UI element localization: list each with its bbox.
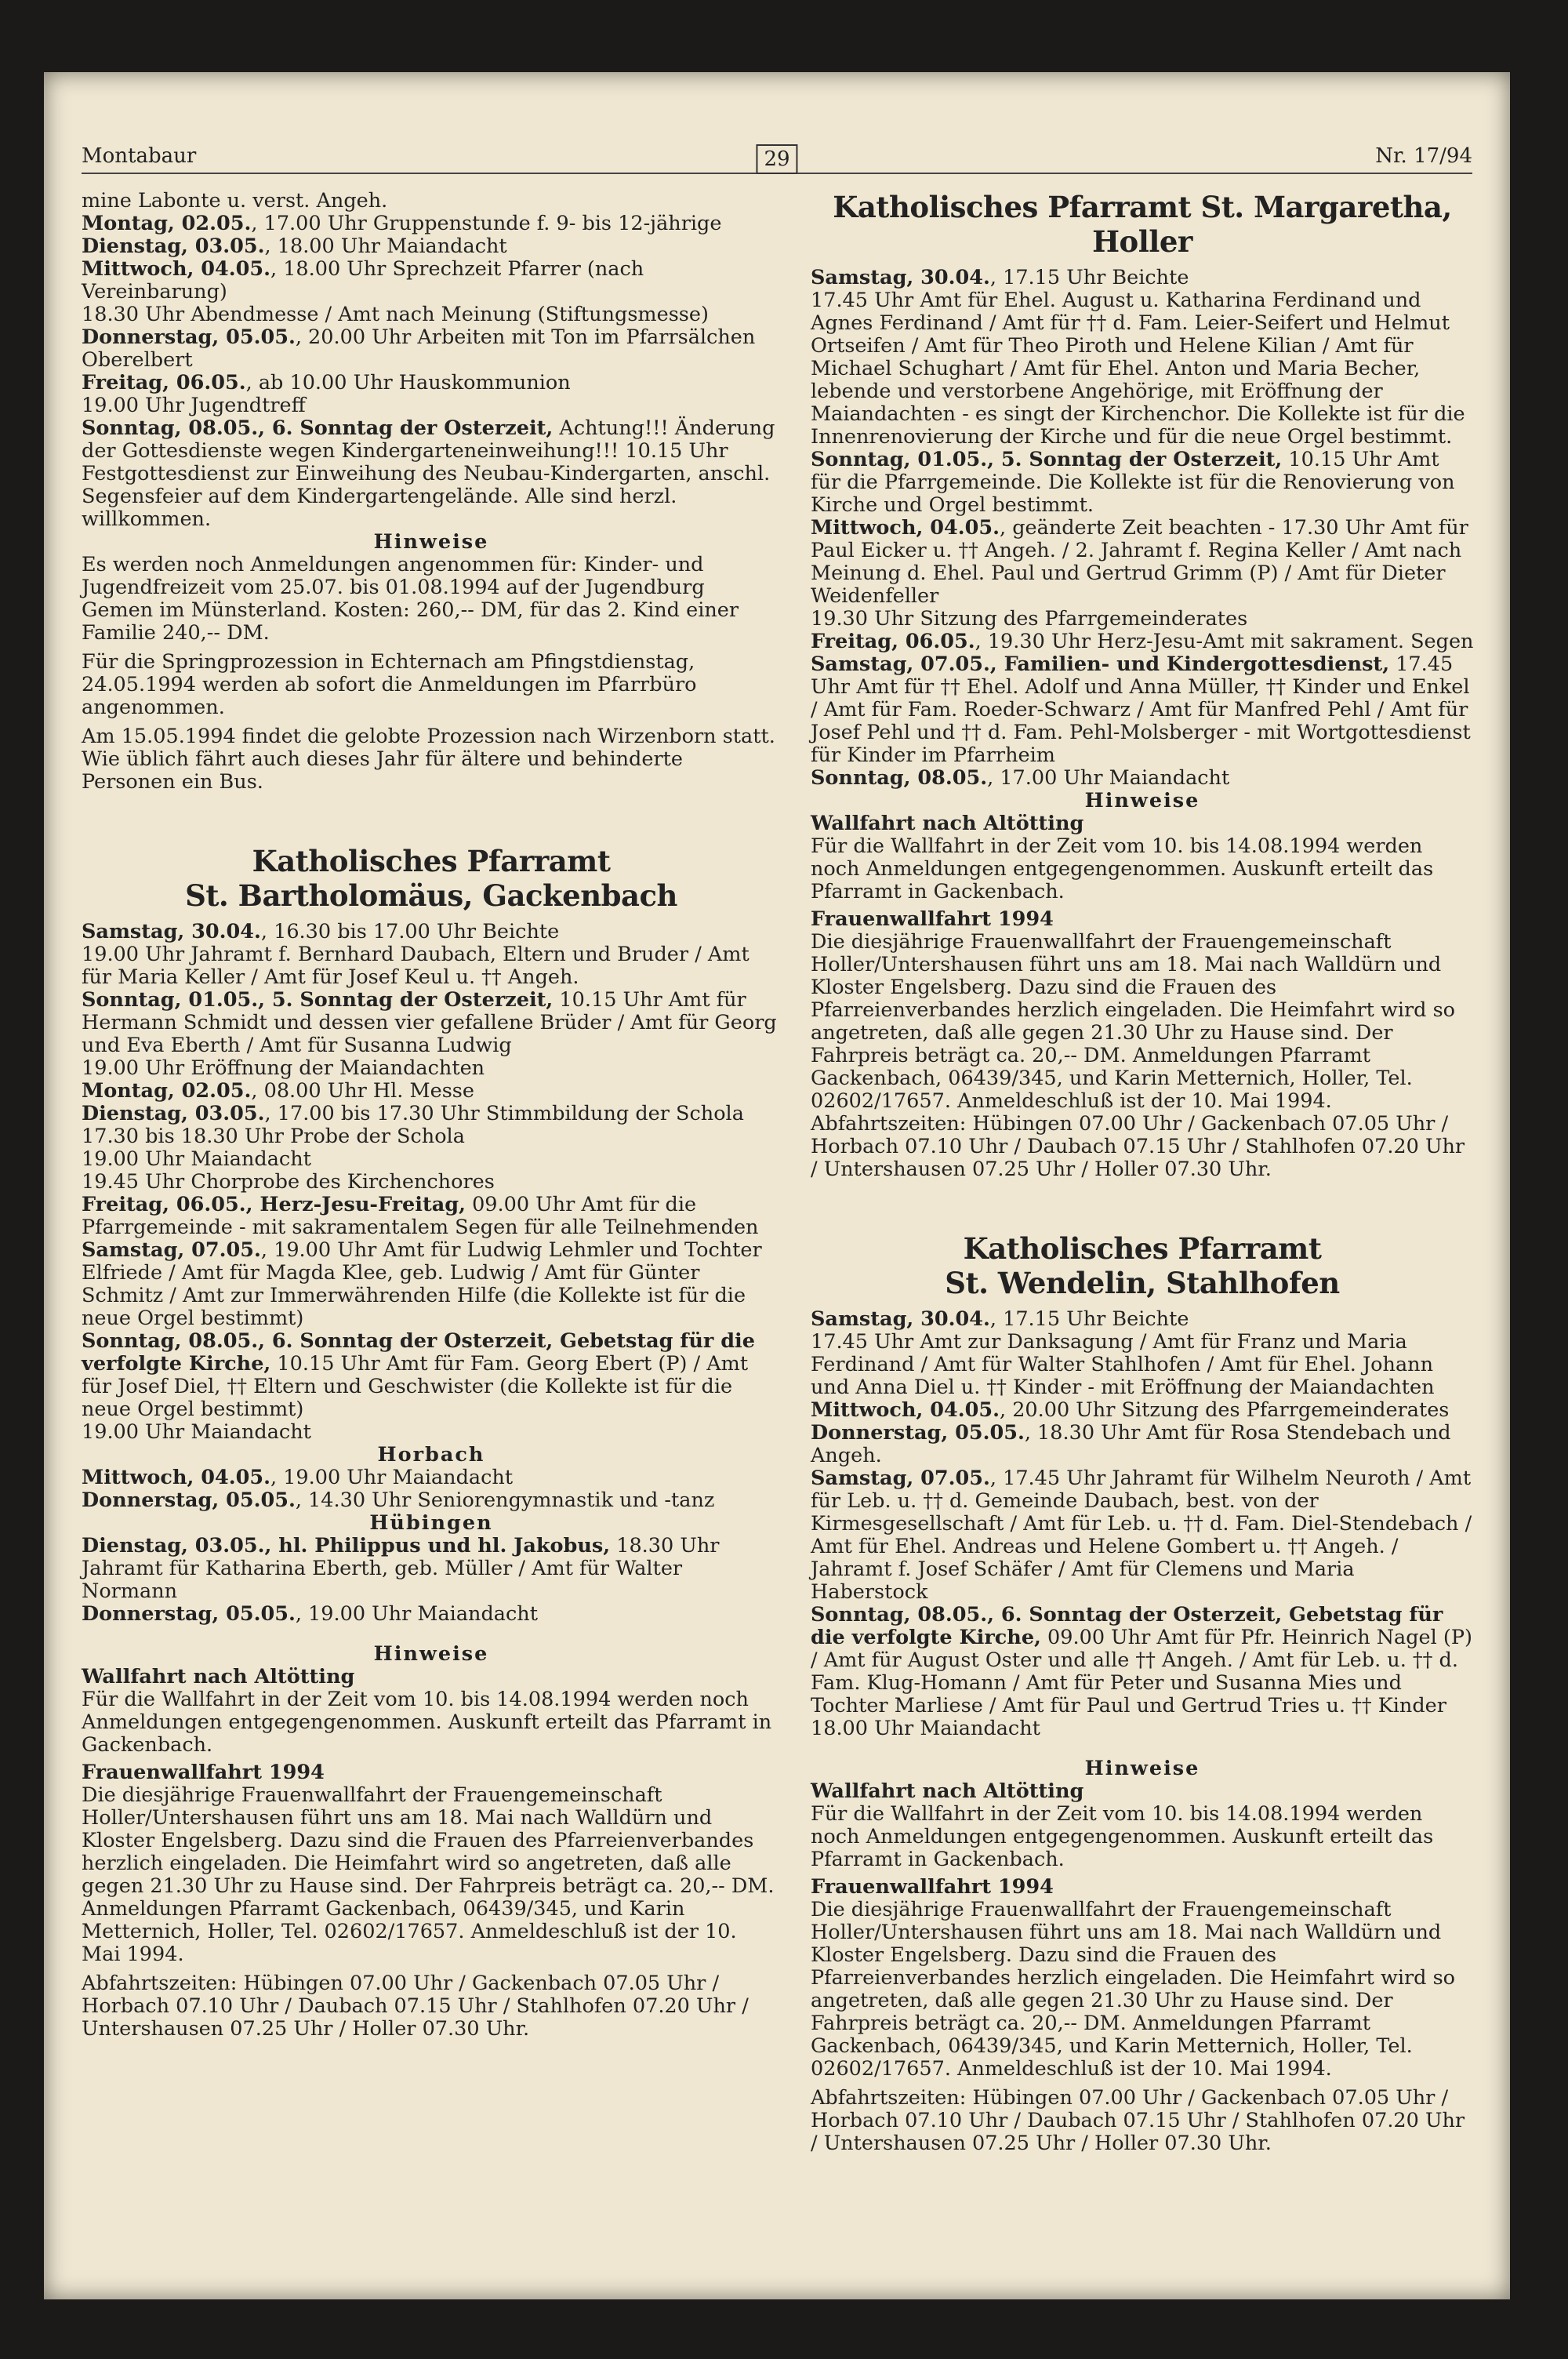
frauen-text: Die diesjährige Frauenwallfahrt der Frauengemeinschaft Holler/Untershausen führt uns am 18. Mai nach Walldürn und Kloster Engelsberg. Dazu sind die Frauen des Pfarreienverbandes herzlich eingeladen. Die Heimfahrt wird so angetreten, daß alle gegen 21.30 Uhr zu Hause sind. Der Fahrpreis beträgt ca. 20,-- DM. Anmeldungen Pfarramt Gackenbach, 06439/345, und Karin Metternich, Holler, Tel. 02602/17657. Anmeldeschluß ist der 10. Mai 1994. [82,1783,775,1966]
entry-line: Dienstag, 03.05., 18.00 Uhr Maiandacht [82,234,507,258]
section-title-stahlhofen [811,1231,1474,1300]
entry-line: Mittwoch, 04.05., geänderte Zeit beachten - 17.30 Uhr Amt für Paul Eicker u. †† Angeh. / 2. Jahramt f. Regina Keller / Amt nach Meinung d. Ehel. Paul und Gertrud Grimm (P) / Amt für Dieter Weidenfeller [811,516,1468,608]
frauen2-text-right: Die diesjährige Frauenwallfahrt der Frauengemeinschaft Holler/Untershausen führt uns am 18. Mai nach Walldürn und Kloster Engelsberg. Dazu sind die Frauen des Pfarreienverbandes herzlich eingeladen. Die Heimfahrt wird so angetreten, daß alle gegen 21.30 Uhr zu Hause sind. Der Fahrpreis beträgt ca. 20,-- DM. Anmeldungen Pfarramt Gackenbach, 06439/345, und Karin Metternich, Holler, Tel. 02602/17657. Anmeldeschluß ist der 10. Mai 1994. [811,1898,1456,2081]
left-column [82,190,781,2041]
section-title-line1-right: Katholisches Pfarramt [963,1231,1322,1266]
section-title-line2-right: St. Wendelin, Stahlhofen [945,1266,1340,1300]
horbach-heading: Horbach [377,1443,485,1467]
abfahrt2-text-right: Abfahrtszeiten: Hübingen 07.00 Uhr / Gackenbach 07.05 Uhr / Horbach 07.10 Uhr / Daubach 07.15 Uhr / Stahlhofen 07.20 Uhr / Untershausen 07.25 Uhr / Holler 07.30 Uhr. [811,2086,1465,2155]
wallfahrt2-heading-right: Wallfahrt nach Altötting [811,1779,1084,1803]
section-title-line1: Katholisches Pfarramt [252,844,611,878]
entry-line: Sonntag, 01.05., 5. Sonntag der Osterzeit, 10.15 Uhr Amt für die Pfarrgemeinde. Die Kollekte ist für die Renovierung von Kirche und Orgel bestimmt. [811,448,1455,517]
hinweis-paragraph: Am 15.05.1994 findet die gelobte Prozession nach Wirzenborn statt. Wie üblich fährt auch dieses Jahr für ältere und behinderte Personen ein Bus. [82,725,775,794]
entry-line: Sonntag, 08.05., 6. Sonntag der Osterzeit, Gebetstag für die verfolgte Kirche, 09.00 Uhr Amt für Pfr. Heinrich Nagel (P) / Amt für August Oster und alle †† Angeh. / Amt für Leb. u. †† d. Fam. Klug-Homann / Amt für Peter und Susanna Mies und Tochter Marliese / Amt für Paul und Gertrud Tries u. †† Kinder [811,1603,1472,1717]
huebingen-entries [82,1535,781,1626]
entry-line: 17.45 Uhr Amt für Ehel. August u. Katharina Ferdinand und Agnes Ferdinand / Amt für †† d. Fam. Leier-Seifert und Helmut Ortseifen / Amt für Theo Piroth und Helene Kilian / Amt für Michael Schughart / Amt für Ehel. Anton und Maria Becher, lebende und verstorbene Angehörige, mit Eröffnung der Maiandachten - es singt der Kirchenchor. Die Kollekte ist für die Innenrenovierung der Kirche und für die neue Orgel bestimmt. [811,289,1465,449]
wallfahrt-text: Für die Wallfahrt in der Zeit vom 10. bis 14.08.1994 werden noch Anmeldungen entgegengenommen. Auskunft erteilt das Pfarramt in Gackenbach. [82,1688,772,1757]
gackenbach-entries [82,921,781,1444]
frauen-text-right: Die diesjährige Frauenwallfahrt der Frauengemeinschaft Holler/Untershausen führt uns am 18. Mai nach Walldürn und Kloster Engelsberg. Dazu sind die Frauen des Pfarreienverbandes herzlich eingeladen. Die Heimfahrt wird so angetreten, daß alle gegen 21.30 Uhr zu Hause sind. Der Fahrpreis beträgt ca. 20,-- DM. Anmeldungen Pfarramt Gackenbach, 06439/345, und Karin Metternich, Holler, Tel. 02602/17657. Anmeldeschluß ist der 10. Mai 1994. [811,930,1456,1113]
entry-line: mine Labonte u. verst. Angeh. [82,189,388,213]
frauen-heading: Frauenwallfahrt 1994 [82,1761,325,1784]
entry-line: Dienstag, 03.05., hl. Philippus und hl. Jakobus, 18.30 Uhr Jahramt für Katharina Eberth, geb. Müller / Amt für Walter Normann [82,1534,720,1603]
frauen2-heading-right: Frauenwallfahrt 1994 [811,1875,1054,1899]
entry-line: Donnerstag, 05.05., 20.00 Uhr Arbeiten mit Ton im Pfarrsälchen Oberelbert [82,325,756,372]
hinweis-paragraph: Für die Springprozession in Echternach am Pfingstdienstag, 24.05.1994 werden ab sofort die Anmeldungen im Pfarrbüro angenommen. [82,650,697,719]
intro-entries [82,190,781,531]
abfahrt-text: Abfahrtszeiten: Hübingen 07.00 Uhr / Gackenbach 07.05 Uhr / Horbach 07.10 Uhr / Daubach 07.15 Uhr / Stahlhofen 07.20 Uhr / Untershausen 07.25 Uhr / Holler 07.30 Uhr. [82,1972,749,2041]
entry-line: Mittwoch, 04.05., 20.00 Uhr Sitzung des Pfarrgemeinderates [811,1398,1450,1422]
entry-line: Freitag, 06.05., 19.30 Uhr Herz-Jesu-Amt mit sakrament. Segen [811,630,1474,653]
hinweise-paragraphs [82,554,781,794]
abfahrt-text-right: Abfahrtszeiten: Hübingen 07.00 Uhr / Gackenbach 07.05 Uhr / Horbach 07.10 Uhr / Daubach 07.15 Uhr / Stahlhofen 07.20 Uhr / Untershausen 07.25 Uhr / Holler 07.30 Uhr. [811,1112,1465,1181]
issue-number: Nr. 17/94 [1375,144,1472,168]
entry-line: 19.00 Uhr Eröffnung der Maiandachten [82,1056,485,1080]
entry-line: 19.00 Uhr Maiandacht [82,1420,311,1444]
horbach-entries [82,1467,781,1512]
frauen-heading-right: Frauenwallfahrt 1994 [811,907,1054,931]
entry-line: Samstag, 07.05., 19.00 Uhr Amt für Ludwig Lehmler und Tochter Elfriede / Amt für Magda Klee, geb. Ludwig / Amt für Günter Schmitz / Amt zur Immerwährenden Hilfe (die Kollekte ist für die neue Orgel bestimmt) [82,1238,762,1330]
holler-entries [811,267,1474,790]
page-number: 29 [756,144,797,174]
entry-line: Montag, 02.05., 17.00 Uhr Gruppenstunde f. 9- bis 12-jährige [82,212,722,235]
entry-line: Samstag, 07.05., Familien- und Kindergottesdienst, 17.45 Uhr Amt für †† Ehel. Adolf und Anna Müller, †† Kinder und Enkel / Amt für Fam. Roeder-Schwarz / Amt für Manfred Pehl / Amt für Josef Pehl und †† d. Fam. Pehl-Molsberger - mit Wortgottesdienst für Kinder im Pfarrheim [811,652,1471,767]
newspaper-page [44,72,1510,2299]
page-header [82,141,1472,174]
entry-line: Donnerstag, 05.05., 18.30 Uhr Amt für Rosa Stendebach und Angeh. [811,1421,1451,1467]
hinweise-heading-right: Hinweise [1084,789,1200,812]
section-title-gackenbach [82,844,781,913]
entry-line: Samstag, 30.04., 17.15 Uhr Beichte [811,1307,1189,1331]
hinweis-paragraph: Es werden noch Anmeldungen angenommen für: Kinder- und Jugendfreizeit vom 25.07. bis 01.08.1994 auf der Jugendburg Gemen im Münsterland. Kosten: 260,-- DM, für das 2. Kind einer Familie 240,-- DM. [82,553,739,645]
right-column [811,190,1474,2155]
stahlhofen-entries [811,1308,1474,1740]
entry-line: 18.30 Uhr Abendmesse / Amt nach Meinung (Stiftungsmesse) [82,303,709,326]
header-location: Montabaur [82,144,197,168]
entry-line: Donnerstag, 05.05., 19.00 Uhr Maiandacht [82,1602,538,1626]
entry-line: Sonntag, 08.05., 17.00 Uhr Maiandacht [811,766,1230,790]
entry-line: Sonntag, 08.05., 6. Sonntag der Osterzeit, Achtung!!! Änderung der Gottesdienste wegen Kindergarteneinweihung!!! 10.15 Uhr Festgottesdienst zur Einweihung des Neubau-Kindergarten, anschl. Segensfeier auf dem Kindergartengelände. Alle sind herzl. willkommen. [82,416,775,531]
section-title-holler: Katholisches Pfarramt St. Margaretha, Holler [833,190,1452,259]
huebingen-heading: Hübingen [369,1511,493,1535]
entry-line: 19.45 Uhr Chorprobe des Kirchenchores [82,1170,495,1194]
wallfahrt-text-right: Für die Wallfahrt in der Zeit vom 10. bis 14.08.1994 werden noch Anmeldungen entgegengenommen. Auskunft erteilt das Pfarramt in Gackenbach. [811,834,1434,903]
entry-line: Montag, 02.05., 08.00 Uhr Hl. Messe [82,1079,474,1103]
hinweise-heading: Hinweise [373,530,489,554]
entry-line: Donnerstag, 05.05., 14.30 Uhr Seniorengymnastik und -tanz [82,1488,715,1512]
entry-line: 19.00 Uhr Maiandacht [82,1147,311,1171]
hinweise2-heading-right: Hinweise [1084,1757,1200,1780]
entry-line: 19.00 Uhr Jugendtreff [82,394,306,417]
entry-line: 19.00 Uhr Jahramt f. Bernhard Daubach, Eltern und Bruder / Amt für Maria Keller / Amt für Josef Keul u. †† Angeh. [82,943,750,989]
entry-line: Mittwoch, 04.05., 19.00 Uhr Maiandacht [82,1466,514,1489]
section-title-line2: St. Bartholomäus, Gackenbach [185,878,677,913]
entry-line: Sonntag, 08.05., 6. Sonntag der Osterzeit, Gebetstag für die verfolgte Kirche, 10.15 Uhr Amt für Fam. Georg Ebert (P) / Amt für Josef Diel, †† Eltern und Geschwister (die Kollekte ist für die neue Orgel bestimmt) [82,1329,755,1421]
entry-line: Freitag, 06.05., ab 10.00 Uhr Hauskommunion [82,371,571,394]
entry-line: Mittwoch, 04.05., 18.00 Uhr Sprechzeit Pfarrer (nach Vereinbarung) [82,257,644,304]
wallfahrt-heading: Wallfahrt nach Altötting [82,1665,355,1688]
entry-line: Sonntag, 01.05., 5. Sonntag der Osterzeit, 10.15 Uhr Amt für Hermann Schmidt und dessen vier gefallene Brüder / Amt für Georg und Eva Eberth / Amt für Susanna Ludwig [82,988,777,1057]
entry-line: Samstag, 30.04., 17.15 Uhr Beichte [811,266,1189,289]
entry-line: 19.30 Uhr Sitzung des Pfarrgemeinderates [811,607,1248,631]
entry-line: Samstag, 30.04., 16.30 bis 17.00 Uhr Beichte [82,920,560,943]
entry-line: 18.00 Uhr Maiandacht [811,1717,1040,1740]
entry-line: 17.45 Uhr Amt zur Danksagung / Amt für Franz und Maria Ferdinand / Amt für Walter Stahlhofen / Amt für Ehel. Johann und Anna Diel u. †† Kinder - mit Eröffnung der Maiandachten [811,1330,1435,1399]
entry-line: 17.30 bis 18.30 Uhr Probe der Schola [82,1125,465,1148]
entry-line: Dienstag, 03.05., 17.00 bis 17.30 Uhr Stimmbildung der Schola [82,1102,744,1125]
wallfahrt-heading-right: Wallfahrt nach Altötting [811,812,1084,835]
wallfahrt2-text-right: Für die Wallfahrt in der Zeit vom 10. bis 14.08.1994 werden noch Anmeldungen entgegengenommen. Auskunft erteilt das Pfarramt in Gackenbach. [811,1802,1434,1871]
hinweise2-heading: Hinweise [373,1642,489,1666]
entry-line: Freitag, 06.05., Herz-Jesu-Freitag, 09.00 Uhr Amt für die Pfarrgemeinde - mit sakramentalem Segen für alle Teilnehmenden [82,1193,759,1239]
entry-line: Samstag, 07.05., 17.45 Uhr Jahramt für Wilhelm Neuroth / Amt für Leb. u. †† d. Gemeinde Daubach, best. von der Kirmesgesellschaft / Amt für Leb. u. †† d. Fam. Diel-Stendebach / Amt für Ehel. Andreas und Helene Gombert u. †† Angeh. / Jahramt f. Josef Schäfer / Amt für Clemens und Maria Haberstock [811,1467,1472,1604]
